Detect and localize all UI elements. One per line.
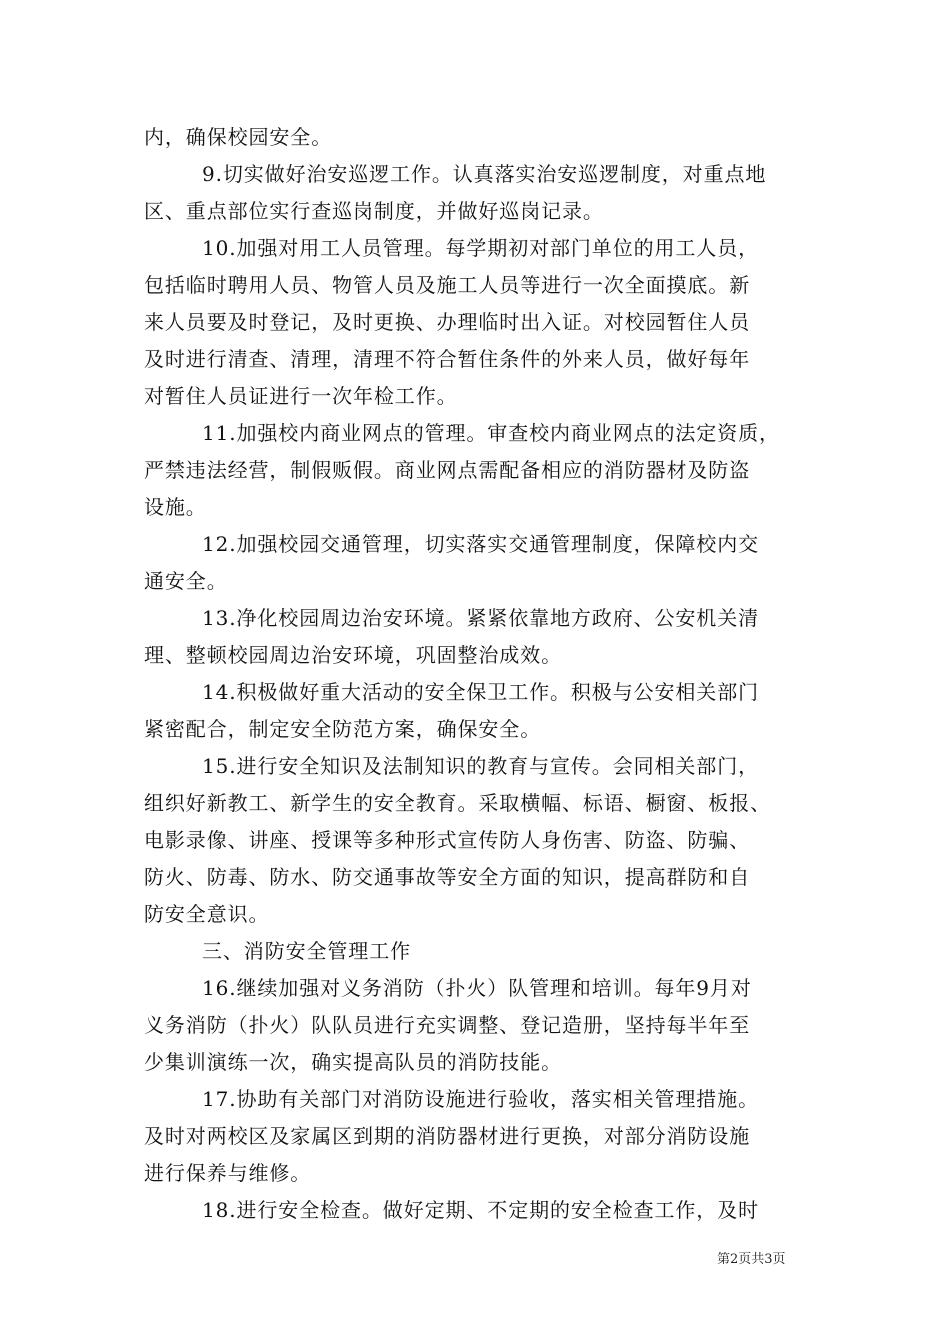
text-line: 义务消防（扑火）队队员进行充实调整、登记造册，坚持每半年至 xyxy=(144,1013,751,1037)
text-line: 16.继续加强对义务消防（扑火）队管理和培训。每年9月对 xyxy=(202,976,752,1000)
text-line: 11.加强校内商业网点的管理。审查校内商业网点的法定资质， xyxy=(202,421,780,445)
text-line: 通安全。 xyxy=(144,569,228,593)
text-line: 来人员要及时登记，及时更换、办理临时出入证。对校园暂住人员 xyxy=(144,310,751,334)
text-line: 17.协助有关部门对消防设施进行验收，落实相关管理措施。 xyxy=(202,1087,760,1111)
text-line: 防安全意识。 xyxy=(144,902,270,926)
text-line: 进行保养与维修。 xyxy=(144,1161,312,1185)
text-line: 少集训演练一次，确实提高队员的消防技能。 xyxy=(144,1050,562,1074)
text-line: 严禁违法经营，制假贩假。商业网点需配备相应的消防器材及防盗 xyxy=(144,458,751,482)
text-line: 对暂住人员证进行一次年检工作。 xyxy=(144,384,458,408)
page-number-footer: 第2页共3页 xyxy=(717,1252,786,1267)
text-line: 理、整顿校园周边治安环境，巩固整治成效。 xyxy=(144,643,562,667)
text-line: 三、消防安全管理工作 xyxy=(202,939,411,963)
text-line: 及时对两校区及家属区到期的消防器材进行更换，对部分消防设施 xyxy=(144,1124,751,1148)
text-line: 9.切实做好治安巡逻工作。认真落实治安巡逻制度，对重点地 xyxy=(202,162,767,186)
text-line: 12.加强校园交通管理，切实落实交通管理制度，保障校内交 xyxy=(202,532,760,556)
text-line: 组织好新教工、新学生的安全教育。采取横幅、标语、橱窗、板报、 xyxy=(144,791,771,815)
text-line: 设施。 xyxy=(144,495,207,519)
text-line: 10.加强对用工人员管理。每学期初对部门单位的用工人员， xyxy=(202,236,760,260)
text-line: 15.进行安全知识及法制知识的教育与宣传。会同相关部门， xyxy=(202,754,760,778)
text-line: 及时进行清查、清理，清理不符合暂住条件的外来人员，做好每年 xyxy=(144,347,751,371)
document-body xyxy=(144,119,808,1229)
text-line: 电影录像、讲座、授课等多种形式宣传防人身伤害、防盗、防骗、 xyxy=(144,828,751,852)
text-line: 紧密配合，制定安全防范方案，确保安全。 xyxy=(144,717,542,741)
text-line: 区、重点部位实行查巡岗制度，并做好巡岗记录。 xyxy=(144,199,604,223)
text-line: 包括临时聘用人员、物管人员及施工人员等进行一次全面摸底。新 xyxy=(144,273,751,297)
text-line: 内，确保校园安全。 xyxy=(144,125,333,149)
text-line: 13.净化校园周边治安环境。紧紧依靠地方政府、公安机关清 xyxy=(202,606,760,630)
text-line: 14.积极做好重大活动的安全保卫工作。积极与公安相关部门 xyxy=(202,680,760,704)
text-line: 防火、防毒、防水、防交通事故等安全方面的知识，提高群防和自 xyxy=(144,865,751,889)
text-line: 18.进行安全检查。做好定期、不定期的安全检查工作，及时 xyxy=(202,1198,760,1222)
